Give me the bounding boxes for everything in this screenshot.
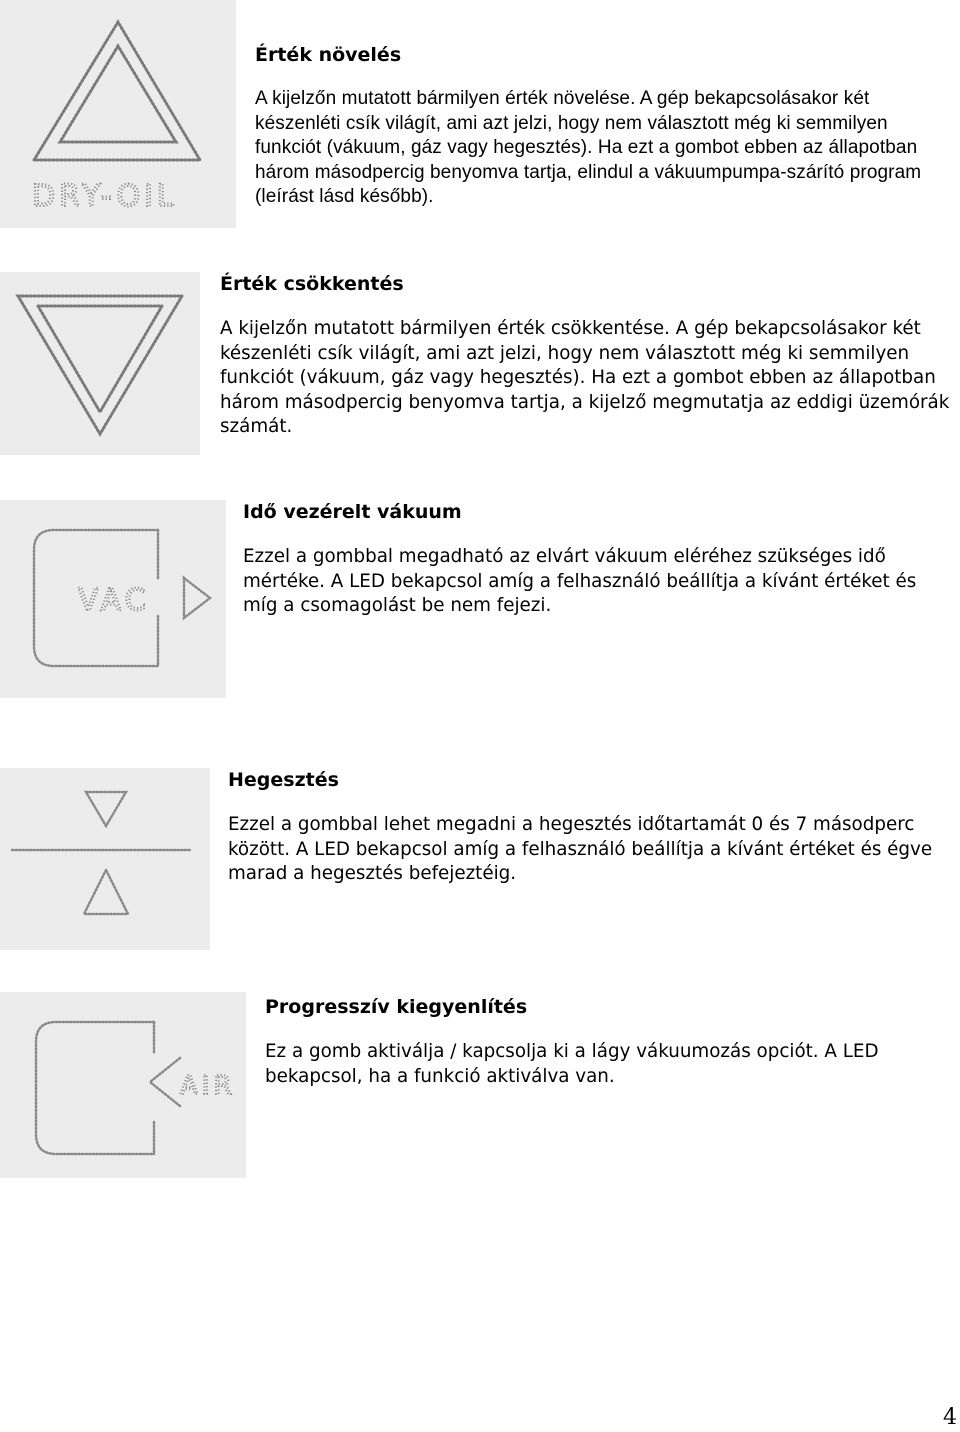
- triangle-up-icon: [0, 0, 236, 228]
- section-text: Ezzel a gombbal lehet megadni a hegesztés időtartamát 0 és 7 másodperc között. A LED bekapcsol amíg a felhasználó beállítja a kívánt értéket és égve marad a hegesztés befejeztéig.: [228, 814, 933, 884]
- section-progressive-equalization: [265, 995, 955, 1089]
- triangle-down-icon: [0, 272, 200, 455]
- air-button-icon: [0, 992, 246, 1178]
- section-text: A kijelzőn mutatott bármilyen érték csökkentése. A gép bekapcsolásakor két készenléti csík világít, ami azt jelzi, hogy nem választott még ki semmilyen funkciót (vákuum, gáz vagy hegesztés). Ha ezt a gombot ebben az állapotban három másodpercig benyomva tartja, a kijelző megmutatja az eddigi üzemórák számát.: [220, 318, 950, 437]
- section-heading: Idő vezérelt vákuum: [243, 501, 462, 523]
- air-button-image: [0, 992, 246, 1178]
- section-heading: Érték csökkentés: [220, 273, 404, 295]
- vac-button-image: [0, 500, 226, 698]
- section-sealing: [228, 768, 955, 887]
- section-value-decrease: [220, 272, 955, 440]
- page-number: 4: [943, 1405, 957, 1430]
- section-text: Ez a gomb aktiválja / kapcsolja ki a lágy vákuumozás opciót. A LED bekapcsol, ha a funkció aktiválva van.: [265, 1041, 879, 1087]
- section-text: Ezzel a gombbal megadható az elvárt vákuum eléréhez szükséges idő mértéke. A LED bekapcsol amíg a felhasználó beállítja a kívánt értéket és míg a csomagolást be nem fejezi.: [243, 546, 917, 616]
- section-text: A kijelzőn mutatott bármilyen érték növelése. A gép bekapcsolásakor két készenléti csík világít, ami azt jelzi, hogy nem választott még ki semmilyen funkciót (vákuum, gáz vagy hegesztés). Ha ezt a gombot ebben az állapotban három másodpercig benyomva tartja, elindul a vákuumpumpa-szárító program (leírást lásd később).: [255, 88, 922, 207]
- dry-oil-button-image: [0, 0, 236, 228]
- air-label: AIR: [180, 1071, 236, 1101]
- seal-icon: [0, 768, 210, 950]
- section-heading: Érték növelés: [255, 44, 402, 66]
- vac-button-icon: [0, 500, 226, 698]
- section-heading: Hegesztés: [228, 769, 339, 791]
- section-time-vacuum: [243, 500, 955, 619]
- vac-label: VAC: [78, 583, 150, 618]
- decrease-button-image: [0, 272, 200, 455]
- dry-oil-label: DRY-OIL: [32, 179, 178, 214]
- section-heading: Progresszív kiegyenlítés: [265, 996, 528, 1018]
- section-value-increase: [255, 43, 955, 210]
- seal-button-image: [0, 768, 210, 950]
